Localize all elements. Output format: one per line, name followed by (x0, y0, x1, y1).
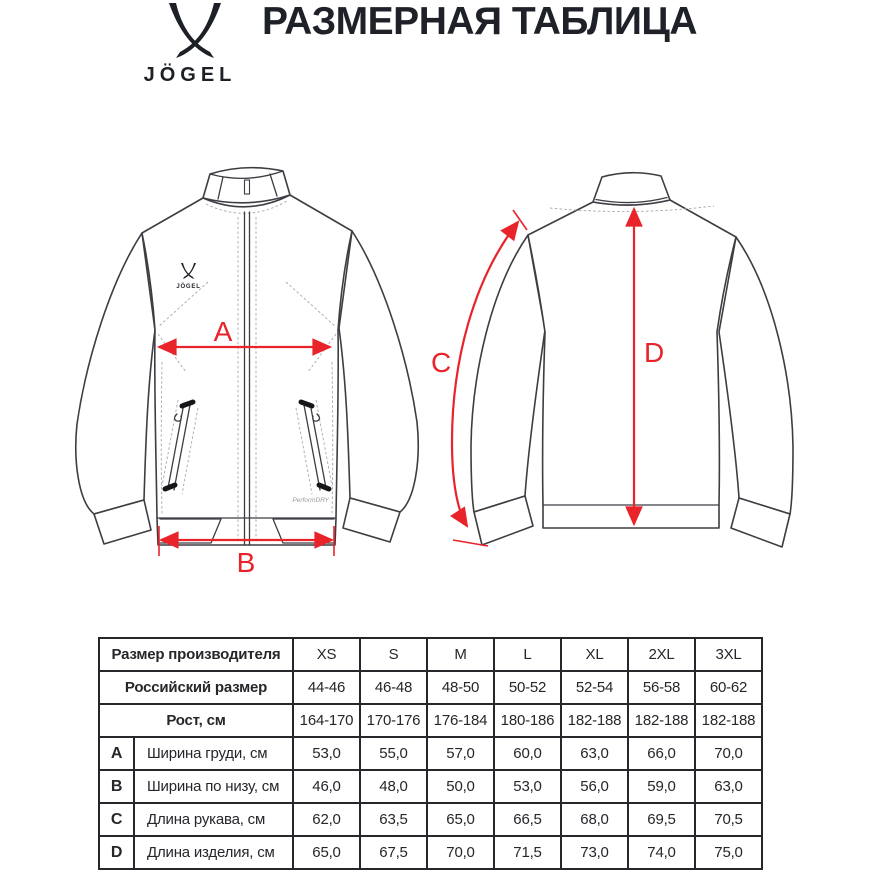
measure-row-key: C (99, 803, 134, 836)
back-collar (593, 173, 670, 205)
header-row-value: 3XL (695, 638, 762, 671)
front-body (142, 195, 352, 545)
header-row-value: 60-62 (695, 671, 762, 704)
measure-row-value: 65,0 (427, 803, 494, 836)
measure-row-value: 65,0 (293, 836, 360, 869)
measure-label-c: C (431, 347, 452, 378)
header-row-value: 182-188 (628, 704, 695, 737)
measure-row-value: 60,0 (494, 737, 561, 770)
measure-row-value: 71,5 (494, 836, 561, 869)
measure-row-value: 57,0 (427, 737, 494, 770)
brand-wordmark: JÖGEL (143, 64, 237, 86)
header-row-value: 2XL (628, 638, 695, 671)
measure-row-key: D (99, 836, 134, 869)
header-row-value: 46-48 (360, 671, 427, 704)
header-row-label: Рост, см (99, 704, 293, 737)
size-table-measure-row (99, 836, 762, 869)
measure-row-value: 74,0 (628, 836, 695, 869)
measure-row-key: B (99, 770, 134, 803)
jogel-v-mark-icon (169, 3, 221, 58)
measure-row-label: Ширина груди, см (134, 737, 293, 770)
size-table (98, 637, 763, 870)
measure-row-key: A (99, 737, 134, 770)
size-table-header-row (99, 671, 762, 704)
measure-row-value: 75,0 (695, 836, 762, 869)
measure-row-value: 63,0 (561, 737, 628, 770)
header-row-value: 52-54 (561, 671, 628, 704)
header-row-value: S (360, 638, 427, 671)
header-row-label: Российский размер (99, 671, 293, 704)
measure-label-b: B (236, 547, 256, 576)
header-row-label: Размер производителя (99, 638, 293, 671)
header-row-value: 182-188 (561, 704, 628, 737)
measure-row-value: 56,0 (561, 770, 628, 803)
measure-row-value: 66,0 (628, 737, 695, 770)
header-row-value: M (427, 638, 494, 671)
measure-row-value: 63,5 (360, 803, 427, 836)
back-body (528, 200, 736, 528)
header-row-value: L (494, 638, 561, 671)
header-row-value: 44-46 (293, 671, 360, 704)
measure-row-value: 46,0 (293, 770, 360, 803)
measure-row-value: 68,0 (561, 803, 628, 836)
measure-label-d: D (644, 337, 665, 368)
measure-row-value: 62,0 (293, 803, 360, 836)
jacket-back-diagram (428, 162, 820, 576)
measure-label-a: A (213, 316, 233, 347)
measure-row-value: 53,0 (293, 737, 360, 770)
header-row-value: XS (293, 638, 360, 671)
header-row-value: 50-52 (494, 671, 561, 704)
header-row-value: 48-50 (427, 671, 494, 704)
size-table-measure-row (99, 770, 762, 803)
measure-row-value: 70,0 (695, 737, 762, 770)
size-table-header-row (99, 638, 762, 671)
measure-row-value: 50,0 (427, 770, 494, 803)
measure-row-value: 69,5 (628, 803, 695, 836)
header-row-value: 180-186 (494, 704, 561, 737)
header-row-value: 176-184 (427, 704, 494, 737)
measure-row-value: 70,0 (427, 836, 494, 869)
measure-row-value: 70,5 (695, 803, 762, 836)
measure-row-value: 48,0 (360, 770, 427, 803)
front-chest-wordmark: JÖGEL (176, 284, 201, 290)
jacket-front-diagram (58, 162, 442, 576)
size-table-measure-row (99, 803, 762, 836)
header-row-value: 170-176 (360, 704, 427, 737)
header-row-value: XL (561, 638, 628, 671)
measure-row-value: 53,0 (494, 770, 561, 803)
measure-row-label: Ширина по низу, см (134, 770, 293, 803)
measure-row-value: 73,0 (561, 836, 628, 869)
size-table-header-row (99, 704, 762, 737)
measure-row-label: Длина изделия, см (134, 836, 293, 869)
header-row-value: 56-58 (628, 671, 695, 704)
performdry-label: PerformDRY (292, 497, 329, 504)
measure-row-value: 59,0 (628, 770, 695, 803)
size-table-measure-row (99, 737, 762, 770)
measure-row-value: 66,5 (494, 803, 561, 836)
header-row-value: 182-188 (695, 704, 762, 737)
measure-row-label: Длина рукава, см (134, 803, 293, 836)
header-row-value: 164-170 (293, 704, 360, 737)
measure-row-value: 55,0 (360, 737, 427, 770)
page-title: РАЗМЕРНАЯ ТАБЛИЦА (262, 0, 698, 43)
measure-row-value: 63,0 (695, 770, 762, 803)
brand-logo (136, 0, 240, 88)
measure-row-value: 67,5 (360, 836, 427, 869)
